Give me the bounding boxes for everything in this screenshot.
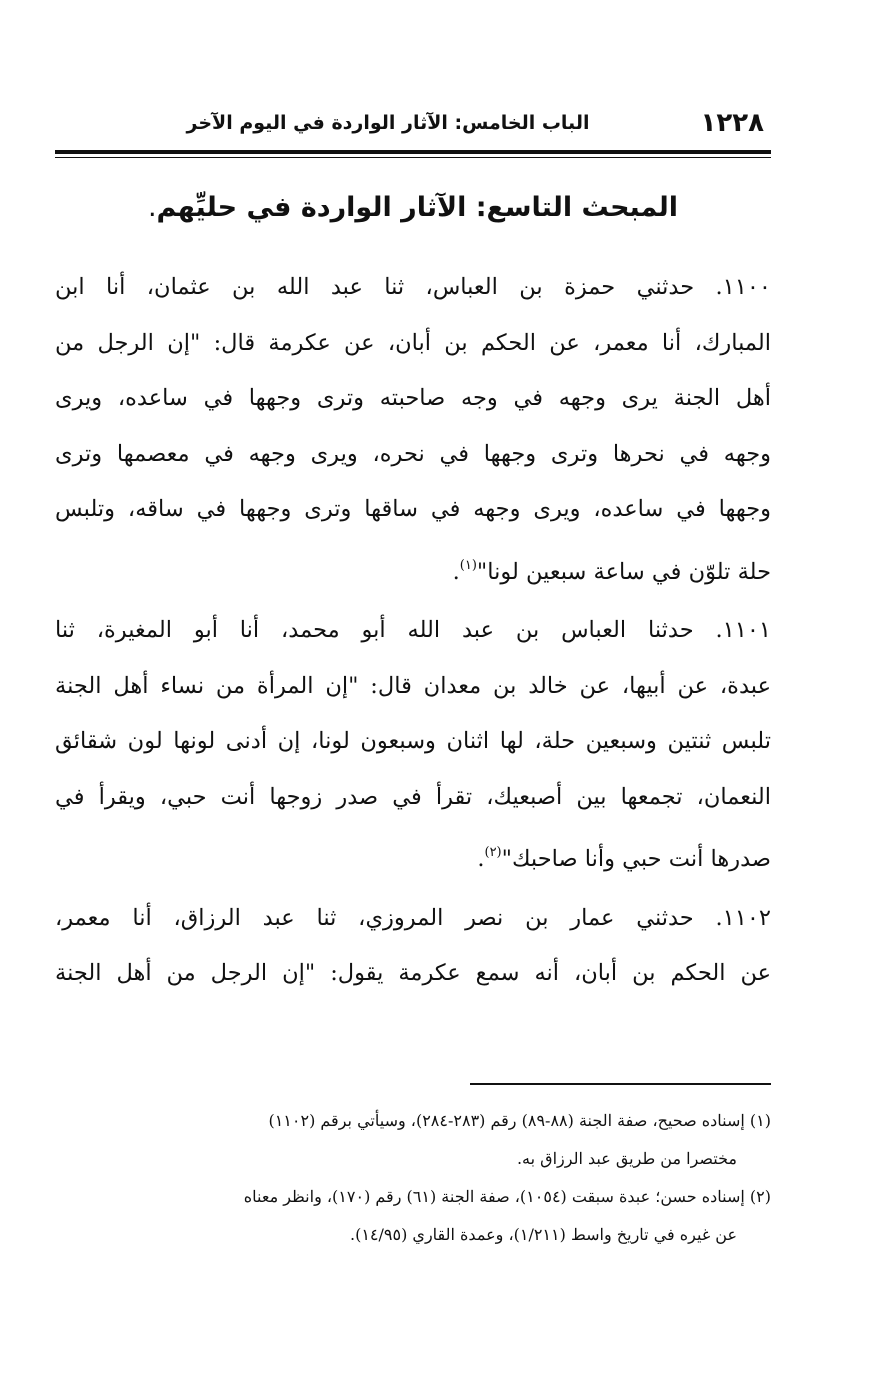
paragraph-1102 [55, 891, 771, 1002]
body-text [55, 260, 771, 1002]
text-line: ١١٠١. حدثنا العباس بن عبد الله أبو محمد، أنا أبو المغيرة، ثنا [55, 617, 771, 643]
section-title [55, 192, 771, 223]
text-line: صدرها أنت حبي وأنا صاحبك" [501, 846, 771, 872]
chapter-title: الباب الخامس: الآثار الواردة في اليوم الآخر [186, 112, 590, 134]
text-line-last [55, 538, 771, 601]
footnote-1 [60, 1102, 771, 1178]
section-title-end-mark: . [147, 192, 157, 223]
footnotes [60, 1102, 771, 1254]
paragraph-end-mark: . [452, 558, 460, 585]
footnote-2 [60, 1178, 771, 1254]
text-line: عن الحكم بن أبان، أنه سمع عكرمة يقول: "إن الرجل من أهل الجنة [55, 960, 771, 986]
footnote-line: عن غيره في تاريخ واسط (١/٢١١)، وعمدة القاري (١٤/٩٥). [350, 1225, 737, 1244]
footnote-line: مختصرا من طريق عبد الرزاق به. [516, 1149, 737, 1168]
text-line: المبارك، أنا معمر، عن الحكم بن أبان، عن عكرمة قال: "إن الرجل من [55, 329, 771, 356]
paragraph-1101 [55, 603, 771, 888]
text-line: وجهه في نحرها وترى وجهها في نحره، ويرى وجهه في معصمها وترى [55, 440, 771, 467]
text-line: حلة تلوّن في ساعة سبعين لونا" [476, 558, 771, 585]
header-rule-thin [55, 157, 771, 158]
text-line: عبدة، عن أبيها، عن خالد بن معدان قال: "إن المرأة من نساء أهل الجنة [55, 672, 771, 699]
footnote-separator [470, 1083, 771, 1085]
paragraph-1100 [55, 260, 771, 600]
text-line: وجهها في ساعده، ويرى وجهه في ساقها وترى وجهها في ساقه، وتلبس [55, 496, 771, 522]
text-line: أهل الجنة يرى وجهه في وجه صاحبته وترى وجهها في ساعده، ويرى [55, 385, 771, 411]
footnote-ref: (٢) [484, 845, 502, 860]
footnote-line: (١) إسناده صحيح، صفة الجنة (٨٨-٨٩) رقم (٢٨٣-٢٨٤)، وسيأتي برقم (١١٠٢) [268, 1111, 771, 1130]
footnote-line: (٢) إسناده حسن؛ عبدة سبقت (١٠٥٤)، صفة الجنة (٦١) رقم (١٧٠)، وانظر معناه [243, 1187, 771, 1206]
text-line: النعمان، تجمعها بين أصبعيك، تقرأ في صدر زوجها أنت حبي، ويقرأ في [55, 783, 771, 810]
page-number: ١٢٢٨ [700, 108, 764, 138]
running-header [58, 108, 764, 148]
text-line: تلبس ثنتين وسبعين حلة، لها اثنان وسبعون لونا، إن أدنى لونها لون شقائق [55, 728, 771, 754]
paragraph-end-mark: . [477, 846, 485, 872]
footnote-ref: (١) [459, 557, 477, 573]
header-rule-thick [55, 150, 771, 154]
text-line: ١١٠٢. حدثني عمار بن نصر المروزي، ثنا عبد الرزاق، أنا معمر، [55, 904, 771, 931]
text-line-last [55, 825, 771, 888]
text-line: ١١٠٠. حدثني حمزة بن العباس، ثنا عبد الله بن عثمان، أنا ابن [55, 274, 771, 300]
section-title-text: المبحث التاسع: الآثار الواردة في حليِّهم [156, 192, 679, 223]
